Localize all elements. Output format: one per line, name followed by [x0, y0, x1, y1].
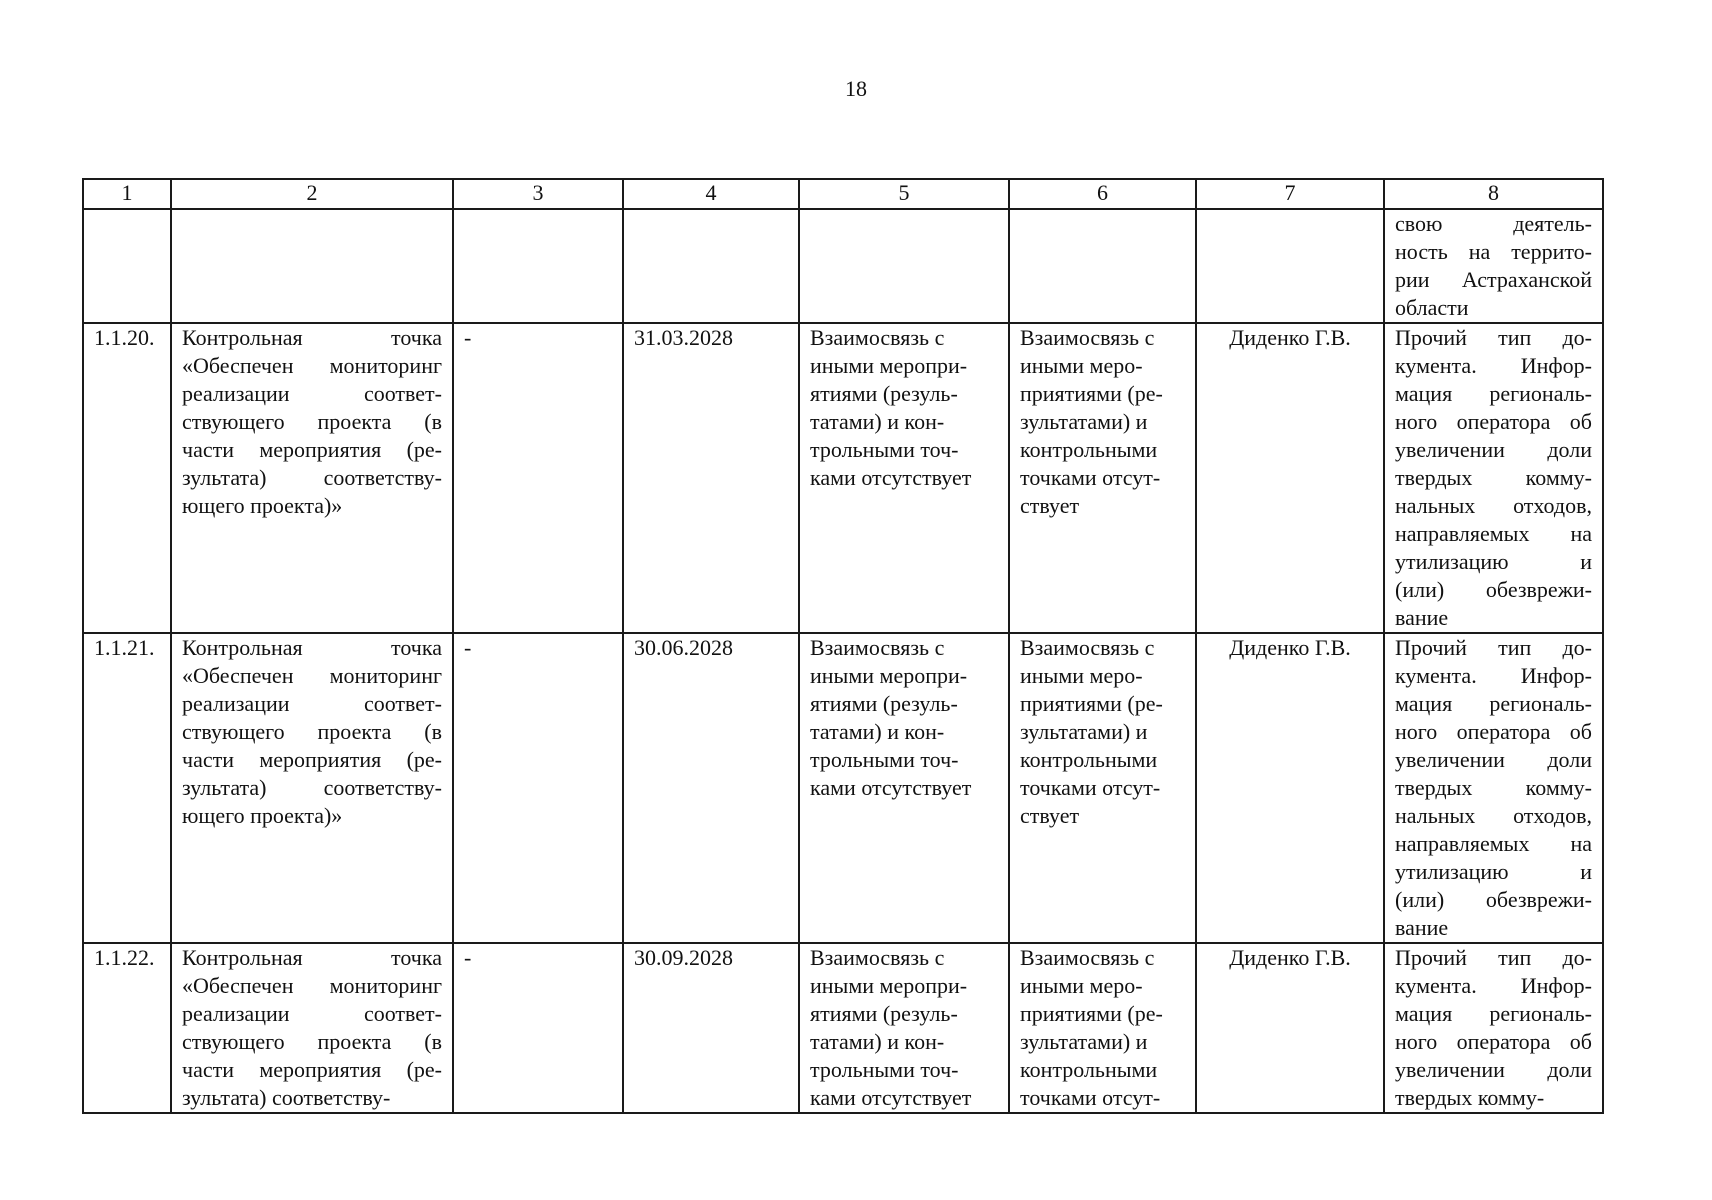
document-type-cell: [1384, 633, 1603, 943]
text-line: татами) и кон-: [810, 1029, 945, 1054]
text-line: Контрольная точка: [182, 945, 442, 970]
table-row: [83, 633, 1603, 943]
item-name-text: [182, 944, 442, 1112]
text-line: реализации соответ-: [182, 1001, 442, 1026]
text-line: контрольными: [1020, 437, 1158, 462]
item-name-cell: [171, 943, 453, 1113]
text-line: направляемых на: [1395, 831, 1592, 856]
column-number-6: 6: [1009, 179, 1196, 209]
item-name-cell: [171, 323, 453, 633]
text-line: «Обеспечен мониторинг: [182, 973, 442, 998]
document-type-text: [1395, 210, 1592, 322]
date-cell: 30.09.2028: [623, 943, 799, 1113]
text-line: иными меропри-: [810, 353, 968, 378]
responsible-cell: Диденко Г.В.: [1196, 633, 1384, 943]
item-name-text: [182, 324, 442, 520]
text-line: увеличении доли: [1395, 747, 1592, 772]
document-type-text: [1395, 324, 1592, 632]
text-line: Контрольная точка: [182, 635, 442, 660]
empty-cell: [83, 209, 171, 323]
column-number-2: 2: [171, 179, 453, 209]
text-line: утилизацию и: [1395, 859, 1592, 884]
text-line: иными меропри-: [810, 663, 968, 688]
text-line: зультата) соответству-: [182, 465, 442, 490]
text-line: части мероприятия (ре-: [182, 437, 442, 462]
empty-cell: [1009, 209, 1196, 323]
text-line: точками отсут-: [1020, 1085, 1161, 1110]
text-line: ствующего проекта (в: [182, 1029, 442, 1054]
column-number-header-row: [83, 179, 1603, 209]
text-line: ность на террито-: [1395, 239, 1592, 264]
text-line: (или) обезврежи-: [1395, 887, 1592, 912]
column-number-3: 3: [453, 179, 623, 209]
text-line: мация региональ-: [1395, 1001, 1592, 1026]
text-line: нальных отходов,: [1395, 493, 1592, 518]
relation-text-2: [1020, 944, 1185, 1112]
column-number-1: 1: [83, 179, 171, 209]
text-line: свою деятель-: [1395, 211, 1592, 236]
text-line: вание: [1395, 605, 1449, 630]
responsible-cell: Диденко Г.В.: [1196, 943, 1384, 1113]
text-line: Взаимосвязь с: [1020, 945, 1155, 970]
text-line: трольными точ-: [810, 1057, 959, 1082]
text-line: Взаимосвязь с: [1020, 635, 1155, 660]
text-line: мация региональ-: [1395, 691, 1592, 716]
column-3-value: -: [453, 323, 623, 633]
text-line: Прочий тип до-: [1395, 945, 1592, 970]
text-line: ятиями (резуль-: [810, 691, 958, 716]
document-type-cell: [1384, 209, 1603, 323]
responsible-cell: Диденко Г.В.: [1196, 323, 1384, 633]
text-line: ками отсутствует: [810, 465, 972, 490]
text-line: «Обеспечен мониторинг: [182, 353, 442, 378]
text-line: утилизацию и: [1395, 549, 1592, 574]
text-line: увеличении доли: [1395, 437, 1592, 462]
column-number-7: 7: [1196, 179, 1384, 209]
relation-cell: [799, 323, 1009, 633]
text-line: трольными точ-: [810, 437, 959, 462]
empty-cell: [1196, 209, 1384, 323]
text-line: ятиями (резуль-: [810, 381, 958, 406]
text-line: иными меро-: [1020, 663, 1143, 688]
item-name-text: [182, 634, 442, 830]
item-number: 1.1.21.: [83, 633, 171, 943]
empty-cell: [623, 209, 799, 323]
relation-cell: [799, 943, 1009, 1113]
text-line: точками отсут-: [1020, 465, 1161, 490]
relation-cell-2: [1009, 633, 1196, 943]
text-line: ками отсутствует: [810, 1085, 972, 1110]
relation-cell-2: [1009, 943, 1196, 1113]
text-line: зультата) соответству-: [182, 775, 442, 800]
text-line: ющего проекта)»: [182, 803, 343, 828]
text-line: татами) и кон-: [810, 719, 945, 744]
column-number-4: 4: [623, 179, 799, 209]
text-line: приятиями (ре-: [1020, 691, 1163, 716]
text-line: «Обеспечен мониторинг: [182, 663, 442, 688]
text-line: ками отсутствует: [810, 775, 972, 800]
text-line: области: [1395, 295, 1469, 320]
relation-cell-2: [1009, 323, 1196, 633]
item-number: 1.1.22.: [83, 943, 171, 1113]
column-3-value: -: [453, 633, 623, 943]
text-line: ствует: [1020, 493, 1080, 518]
text-line: твердых комму-: [1395, 775, 1592, 800]
text-line: ствует: [1020, 803, 1080, 828]
text-line: контрольными: [1020, 1057, 1158, 1082]
date-cell: 30.06.2028: [623, 633, 799, 943]
text-line: ствующего проекта (в: [182, 409, 442, 434]
text-line: вание: [1395, 915, 1449, 940]
document-type-text: [1395, 944, 1592, 1112]
text-line: зультатами) и: [1020, 409, 1148, 434]
text-line: нальных отходов,: [1395, 803, 1592, 828]
text-line: иными меропри-: [810, 973, 968, 998]
text-line: ного оператора об: [1395, 1029, 1592, 1054]
document-table: [82, 178, 1604, 1114]
table-row-continuation: [83, 209, 1603, 323]
text-line: Прочий тип до-: [1395, 635, 1592, 660]
text-line: приятиями (ре-: [1020, 381, 1163, 406]
text-line: ного оператора об: [1395, 719, 1592, 744]
empty-cell: [799, 209, 1009, 323]
text-line: части мероприятия (ре-: [182, 1057, 442, 1082]
text-line: зультатами) и: [1020, 1029, 1148, 1054]
relation-text: [810, 944, 998, 1112]
text-line: рии Астраханской: [1395, 267, 1592, 292]
column-number-5: 5: [799, 179, 1009, 209]
page-number: 18: [845, 76, 867, 101]
document-type-text: [1395, 634, 1592, 942]
text-line: кумента. Инфор-: [1395, 353, 1592, 378]
relation-text: [810, 634, 998, 802]
text-line: Прочий тип до-: [1395, 325, 1592, 350]
text-line: твердых комму-: [1395, 1085, 1545, 1110]
text-line: ятиями (резуль-: [810, 1001, 958, 1026]
text-line: контрольными: [1020, 747, 1158, 772]
text-line: реализации соответ-: [182, 691, 442, 716]
table-row: [83, 943, 1603, 1113]
text-line: зультатами) и: [1020, 719, 1148, 744]
text-line: части мероприятия (ре-: [182, 747, 442, 772]
text-line: Контрольная точка: [182, 325, 442, 350]
document-type-cell: [1384, 323, 1603, 633]
text-line: ного оператора об: [1395, 409, 1592, 434]
text-line: трольными точ-: [810, 747, 959, 772]
text-line: татами) и кон-: [810, 409, 945, 434]
text-line: Взаимосвязь с: [810, 635, 945, 660]
text-line: направляемых на: [1395, 521, 1592, 546]
text-line: точками отсут-: [1020, 775, 1161, 800]
item-number: 1.1.20.: [83, 323, 171, 633]
text-line: Взаимосвязь с: [810, 945, 945, 970]
text-line: зультата) соответству-: [182, 1085, 391, 1110]
relation-text-2: [1020, 634, 1185, 830]
relation-text: [810, 324, 998, 492]
text-line: иными меро-: [1020, 973, 1143, 998]
relation-cell: [799, 633, 1009, 943]
relation-text-2: [1020, 324, 1185, 520]
text-line: кумента. Инфор-: [1395, 663, 1592, 688]
empty-cell: [171, 209, 453, 323]
document-type-cell: [1384, 943, 1603, 1113]
text-line: приятиями (ре-: [1020, 1001, 1163, 1026]
empty-cell: [453, 209, 623, 323]
text-line: ствующего проекта (в: [182, 719, 442, 744]
text-line: твердых комму-: [1395, 465, 1592, 490]
column-3-value: -: [453, 943, 623, 1113]
text-line: (или) обезврежи-: [1395, 577, 1592, 602]
text-line: Взаимосвязь с: [810, 325, 945, 350]
text-line: реализации соответ-: [182, 381, 442, 406]
date-cell: 31.03.2028: [623, 323, 799, 633]
text-line: мация региональ-: [1395, 381, 1592, 406]
text-line: иными меро-: [1020, 353, 1143, 378]
table-row: [83, 323, 1603, 633]
column-number-8: 8: [1384, 179, 1603, 209]
text-line: кумента. Инфор-: [1395, 973, 1592, 998]
text-line: увеличении доли: [1395, 1057, 1592, 1082]
text-line: ющего проекта)»: [182, 493, 343, 518]
text-line: Взаимосвязь с: [1020, 325, 1155, 350]
item-name-cell: [171, 633, 453, 943]
